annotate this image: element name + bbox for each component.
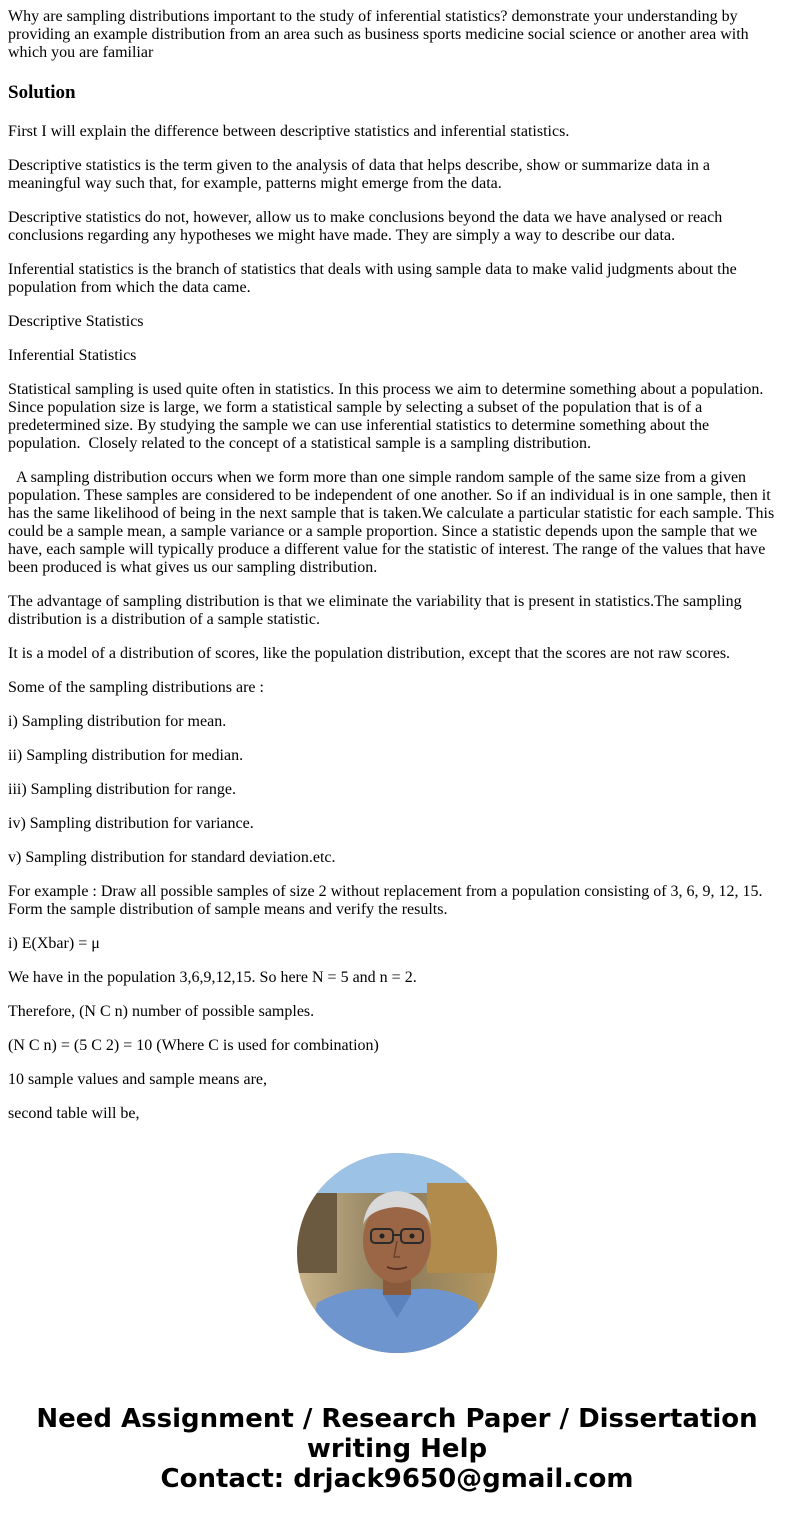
- paragraph: Descriptive statistics is the term given to the analysis of data that helps describe, show or summarize data in a meaningful way such that, for example, patterns might emerge from the data.: [8, 157, 715, 192]
- paragraph: Descriptive statistics do not, however, allow us to make conclusions beyond the data we have analysed or reach conclusions regarding any hypotheses we might have made. They are simply a way to describe our data.: [8, 209, 727, 244]
- question-text: Why are sampling distributions important to the study of inferential statistics? demonstrate your understanding by providing an example distribution from an area such as business sports medicine social science or another area with which you are familiar: [8, 8, 753, 61]
- paragraph: second table will be,: [8, 1105, 140, 1122]
- list-item: iv) Sampling distribution for variance.: [8, 815, 254, 832]
- solution-heading: Solution: [8, 82, 76, 103]
- paragraph: Descriptive Statistics: [8, 313, 144, 330]
- paragraph: 10 sample values and sample means are,: [8, 1071, 268, 1088]
- paragraph: Therefore, (N C n) number of possible samples.: [8, 1003, 315, 1020]
- promo-line: Need Assignment / Research Paper / Dissertation: [36, 1404, 758, 1434]
- paragraph: (N C n) = (5 C 2) = 10 (Where C is used for combination): [8, 1037, 379, 1054]
- paragraph: i) E(Xbar) = μ: [8, 935, 100, 952]
- avatar-illustration: [297, 1153, 497, 1353]
- paragraph: We have in the population 3,6,9,12,15. So here N = 5 and n = 2.: [8, 969, 417, 986]
- promo-banner: [0, 1404, 794, 1494]
- list-item: iii) Sampling distribution for range.: [8, 781, 236, 798]
- paragraph: Inferential statistics is the branch of statistics that deals with using sample data to make valid judgments about the population from which the data came.: [8, 261, 741, 296]
- promo-line: writing Help: [306, 1434, 488, 1464]
- paragraph: A sampling distribution occurs when we form more than one simple random sample of the same size from a given population. These samples are considered to be independent of one another. So if an individual is in one sample, then it has the same likelihood of being in the next sample that is taken.We calculate a particular statistic for each sample. This could be a sample mean, a sample variance or a sample proportion. Since a statistic depends upon the sample that we have, each sample will typically produce a different value for the statistic of interest. The range of the values that have been produced is what gives us our sampling distribution.: [8, 469, 779, 576]
- paragraph: For example : Draw all possible samples of size 2 without replacement from a population consisting of 3, 6, 9, 12, 15. Form the sample distribution of sample means and verify the results.: [8, 883, 767, 918]
- paragraph: The advantage of sampling distribution is that we eliminate the variability that is present in statistics.The sampling distribution is a distribution of a sample statistic.: [8, 593, 746, 628]
- author-avatar: [297, 1153, 497, 1353]
- list-item: v) Sampling distribution for standard deviation.etc.: [8, 849, 336, 866]
- paragraph: Statistical sampling is used quite often in statistics. In this process we aim to determine something about a population. Since population size is large, we form a statistical sample by selecting a subset of the population that is of a predetermined size. By studying the sample we can use inferential statistics to determine something about the population. Closely related to the concept of a statistical sample is a sampling distribution.: [8, 381, 768, 452]
- paragraph: First I will explain the difference between descriptive statistics and inferential statistics.: [8, 123, 570, 140]
- paragraph: Some of the sampling distributions are :: [8, 679, 264, 696]
- paragraph: It is a model of a distribution of scores, like the population distribution, except that the scores are not raw scores.: [8, 645, 731, 662]
- document-body: [8, 8, 778, 1139]
- list-item: ii) Sampling distribution for median.: [8, 747, 244, 764]
- list-item: i) Sampling distribution for mean.: [8, 713, 227, 730]
- promo-contact: Contact: drjack9650@gmail.com: [160, 1464, 634, 1494]
- paragraph: Inferential Statistics: [8, 347, 137, 364]
